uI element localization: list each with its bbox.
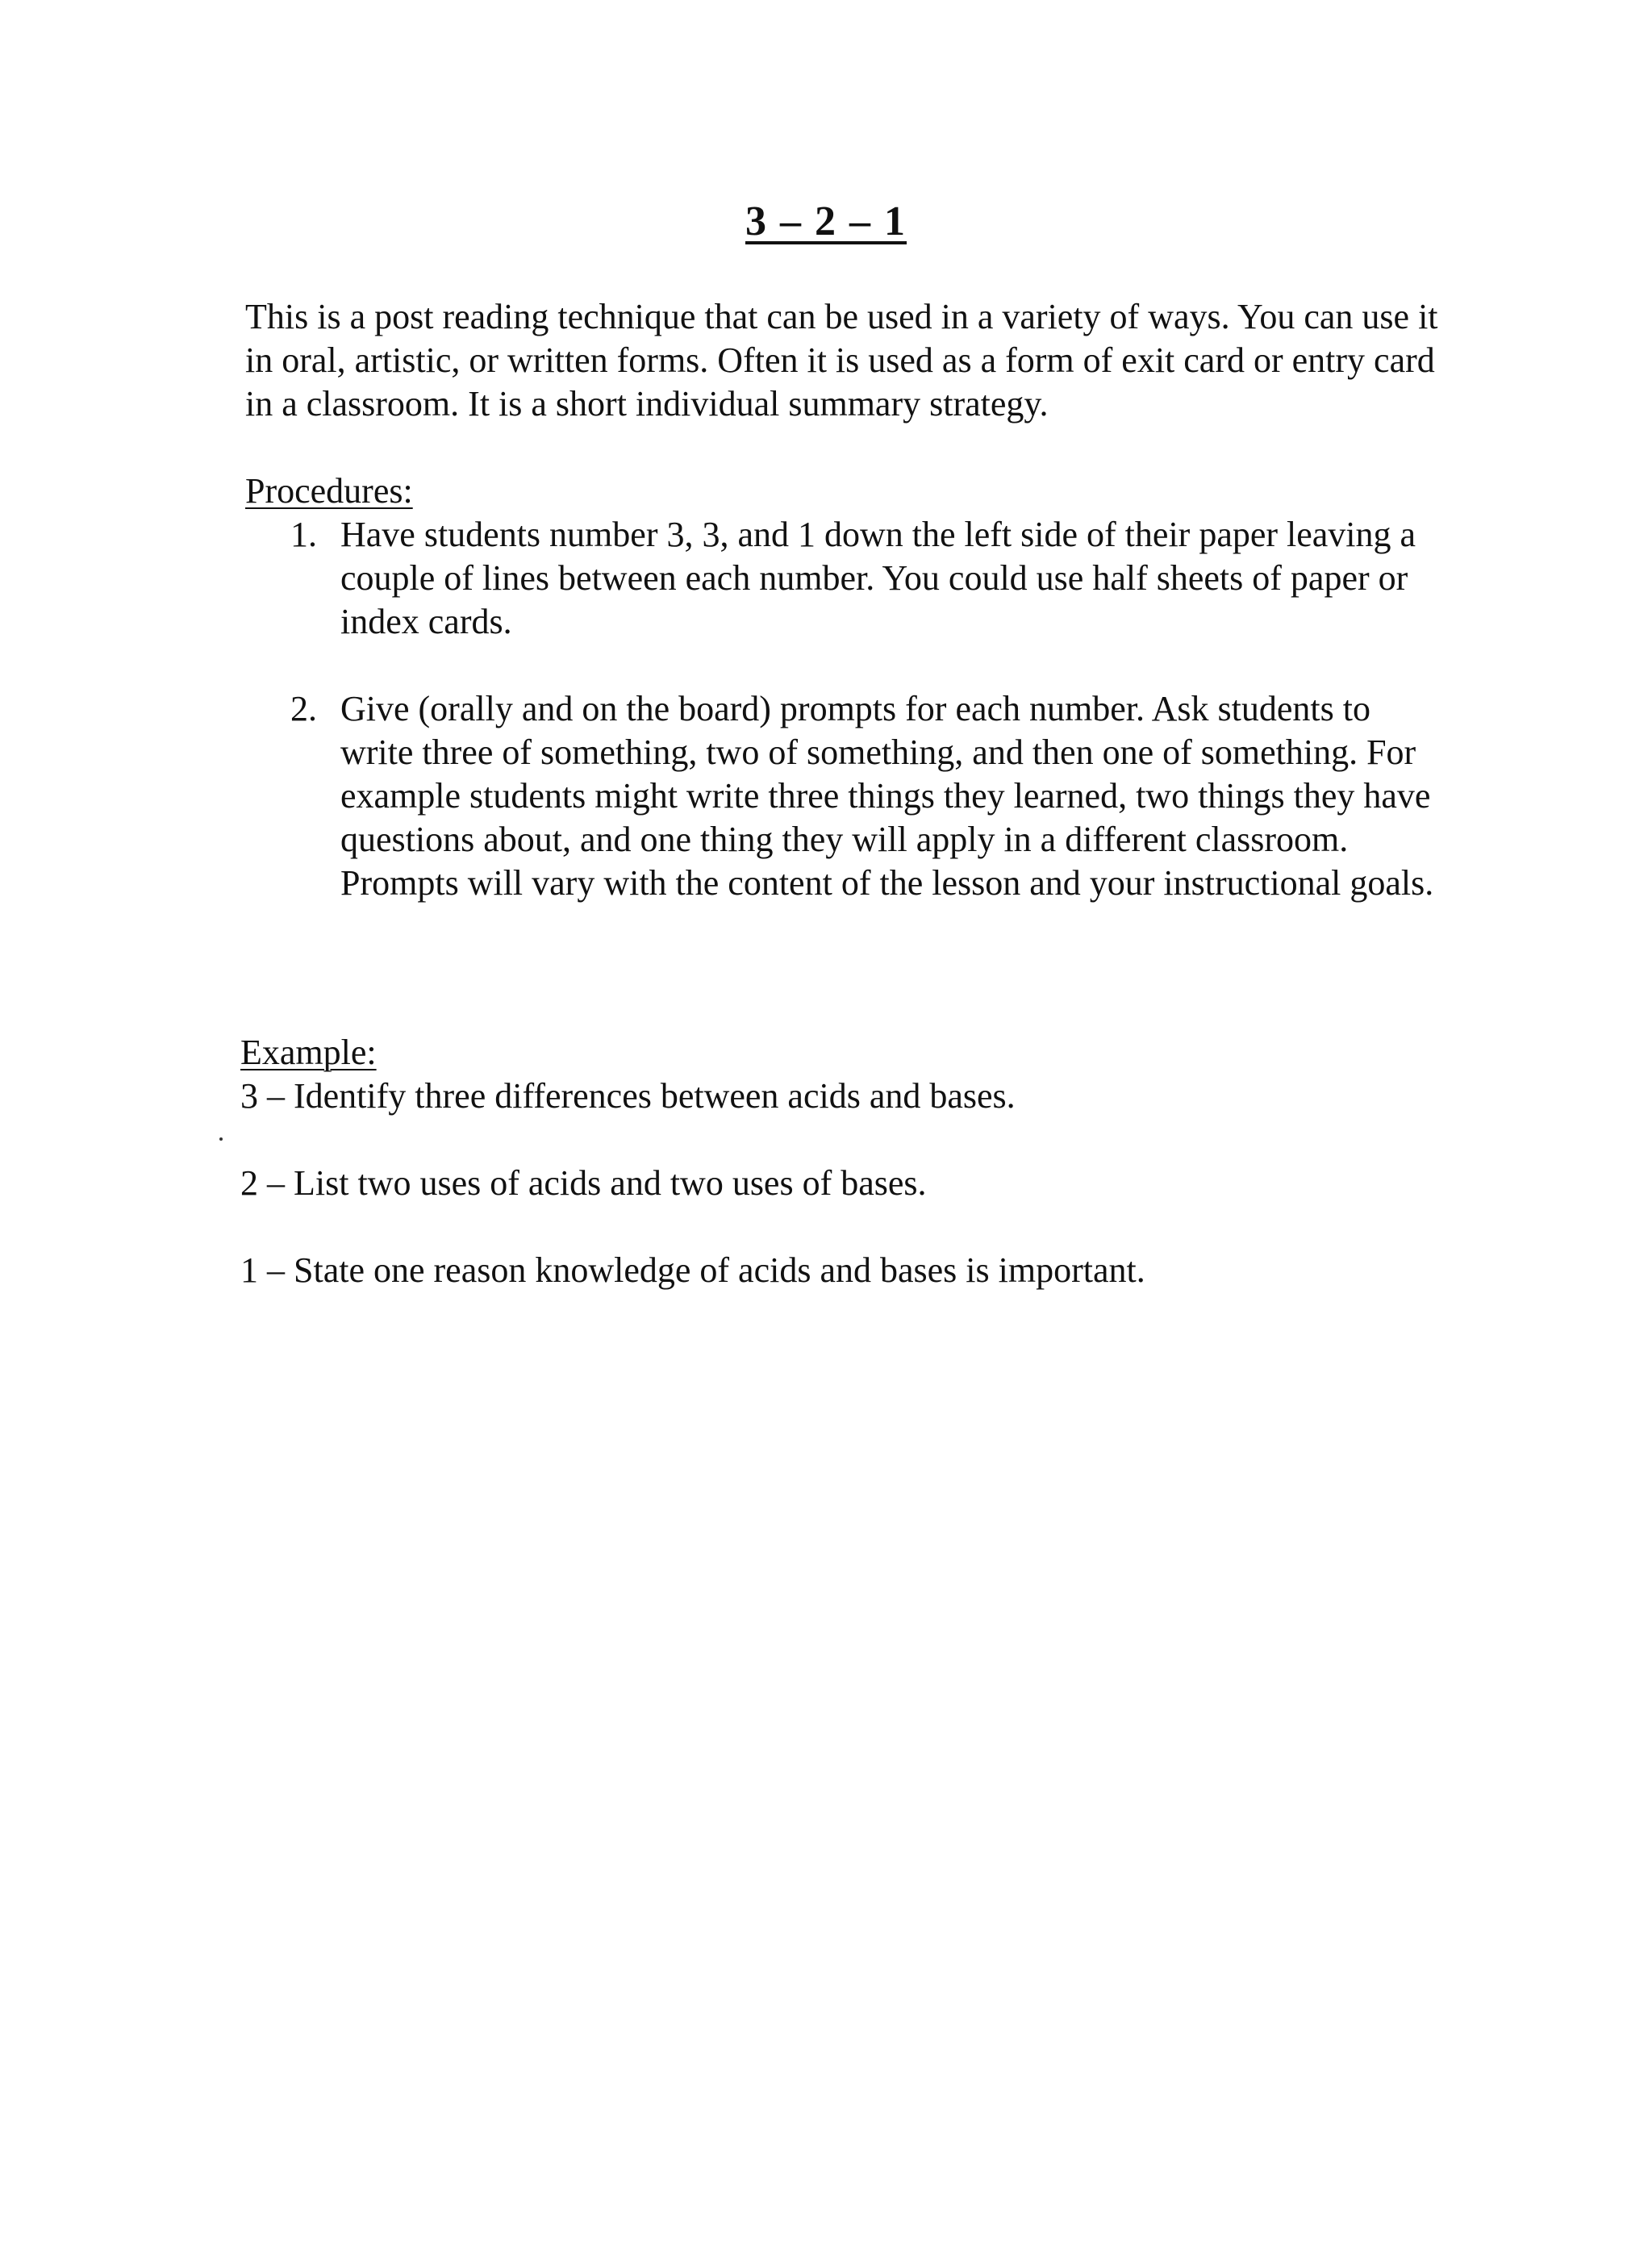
procedure-number: 1. — [290, 515, 317, 554]
intro-paragraph: This is a post reading technique that can be used in a variety of ways. You can use it in oral, artistic, or written forms. Often it is used as a form of exit card or entry card in a classroom. It is a short individual summary strategy. — [245, 297, 1438, 424]
document-title — [0, 194, 1652, 250]
scan-speck — [219, 1137, 223, 1141]
procedure-number: 2. — [290, 689, 317, 728]
procedure-text: Have students number 3, 3, and 1 down the left side of their paper leaving a couple of lines between each number. You could use half sheets of paper or index cards. — [340, 515, 1416, 641]
example-line: 1 – State one reason knowledge of acids and bases is important. — [240, 1250, 1145, 1290]
procedures-heading: Procedures: — [245, 471, 413, 511]
example-heading: Example: — [240, 1033, 377, 1072]
procedure-text: Give (orally and on the board) prompts for each number. Ask students to write three of something, two of something, and then one of something. For example students might write three things they learned, two things they have questions about, and one thing they will apply in a different classroom. Prompts will vary with the content of the lesson and your instructional goals. — [340, 689, 1434, 903]
procedure-item — [290, 513, 1452, 644]
example-line: 3 – Identify three differences between acids and bases. — [240, 1076, 1016, 1116]
title-text: 3 – 2 – 1 — [745, 198, 907, 244]
example-line: 2 – List two uses of acids and two uses of bases. — [240, 1163, 927, 1203]
procedure-item — [290, 687, 1452, 905]
